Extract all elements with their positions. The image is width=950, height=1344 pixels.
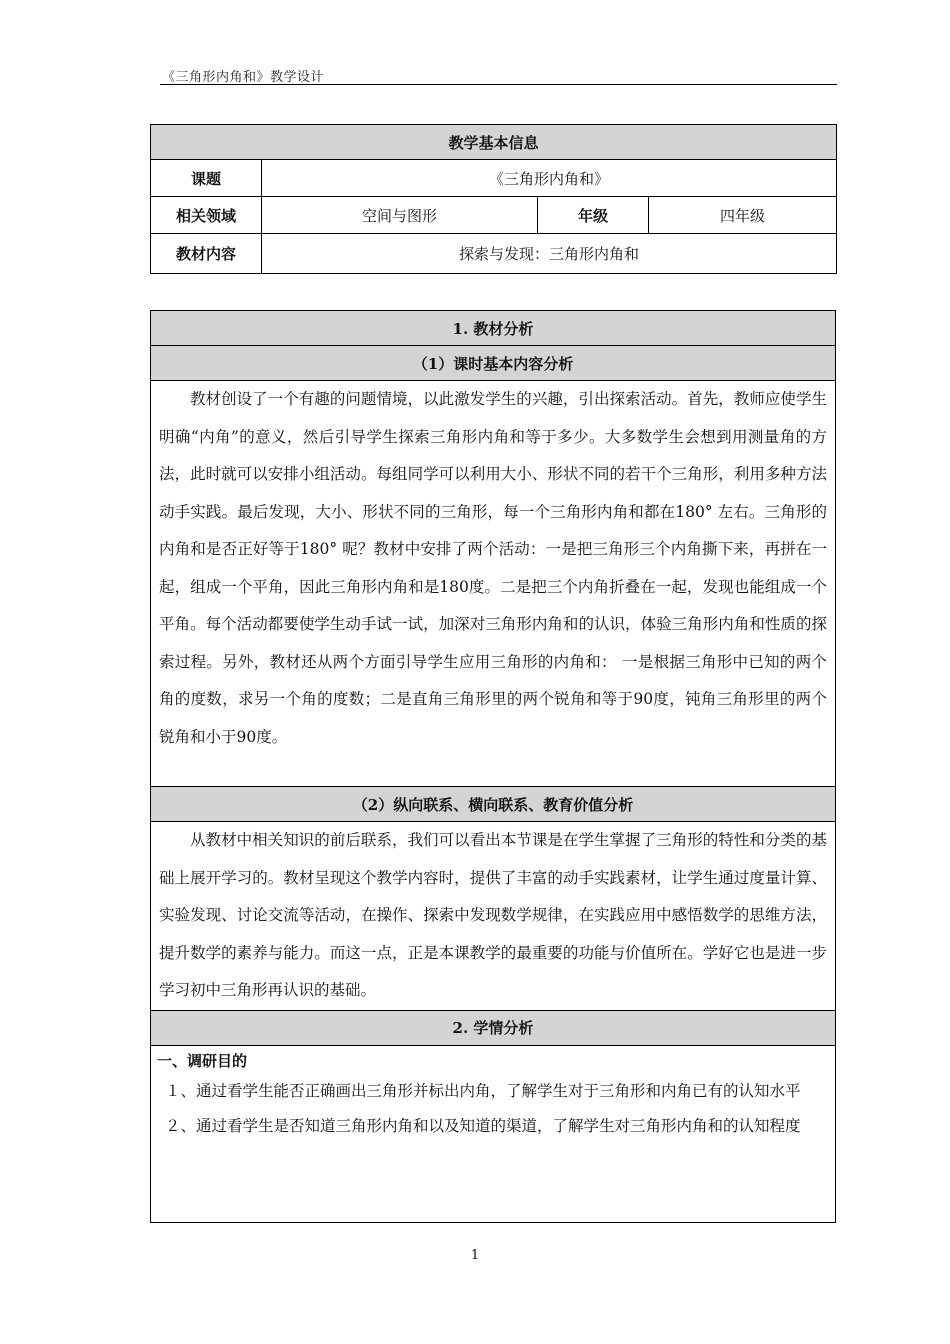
header-rule bbox=[160, 84, 837, 85]
page-number: 1 bbox=[470, 1248, 480, 1263]
content-label: 教材内容 bbox=[151, 234, 262, 274]
survey-item: ２、通过看学生是否知道三角形内角和以及知道的渠道，了解学生对三角形内角和的认知程度 bbox=[165, 1116, 801, 1135]
domain-label: 相关领域 bbox=[151, 197, 262, 234]
content-value: 探索与发现：三角形内角和 bbox=[262, 234, 837, 274]
topic-value: 《三角形内角和》 bbox=[262, 160, 837, 197]
survey-item: １、通过看学生能否正确画出三角形并标出内角，了解学生对于三角形和内角已有的认知水平 bbox=[165, 1081, 801, 1100]
section-student-analysis-title: 2. 学情分析 bbox=[151, 1010, 836, 1045]
connection-analysis-paragraph: 从教材中相关知识的前后联系，我们可以看出本节课是在学生掌握了三角形的特性和分类的基础上展开学习的。教材呈现这个教学内容时，提供了丰富的动手实践素材，让学生通过度量计算、实验发现、讨论交流等活动，在操作、探索中发现数学规律，在实践应用中感悟数学的思维方法，提升数学的素养与能力。而这一点，正是本课教学的最重要的功能与价值所在。学好它也是进一步学习初中三角形再认识的基础。 bbox=[159, 831, 827, 999]
topic-label: 课题 bbox=[151, 160, 262, 197]
section-textbook-analysis-title: 1. 教材分析 bbox=[151, 311, 836, 346]
basic-info-table bbox=[150, 124, 837, 274]
domain-value: 空间与图形 bbox=[262, 197, 538, 234]
grade-value: 四年级 bbox=[649, 197, 837, 234]
survey-purpose-heading: 一、调研目的 bbox=[157, 1051, 248, 1070]
grade-label: 年级 bbox=[538, 197, 649, 234]
content-analysis-paragraph: 教材创设了一个有趣的问题情境，以此激发学生的兴趣，引出探索活动。首先，教师应使学生明确“内角”的意义，然后引导学生探索三角形内角和等于多少。大多数学生会想到用测量角的方法，此时就可以安排小组活动。每组同学可以利用大小、形状不同的若干个三角形，利用多种方法动手实践。最后发现，大小、形状不同的三角形，每一个三角形内角和都在180° 左右。三角形的内角和是否正好等于180° 呢？教材中安排了两个活动：一是把三角形三个内角撕下来，再拼在一起，组成一个平角，因此三角形内角和是180度。二是把三个内角折叠在一起，发现也能组成一个平角。每个活动都要使学生动手试一试，加深对三角形内角和的认识，体验三角形内角和性质的探索过程。另外，教材还从两个方面引导学生应用三角形的内角和： 一是根据三角形中已知的两个角的度数，求另一个角的度数；二是直角三角形里的两个锐角和等于90度，钝角三角形里的两个锐角和小于90度。 bbox=[159, 390, 827, 746]
analysis-table bbox=[150, 310, 836, 1223]
subsection-connection-analysis-title: （2）纵向联系、横向联系、教育价值分析 bbox=[151, 787, 836, 822]
page-header-title: 《三角形内角和》教学设计 bbox=[162, 70, 325, 85]
subsection-content-analysis-title: （1）课时基本内容分析 bbox=[151, 346, 836, 381]
basic-info-title: 教学基本信息 bbox=[151, 125, 837, 160]
